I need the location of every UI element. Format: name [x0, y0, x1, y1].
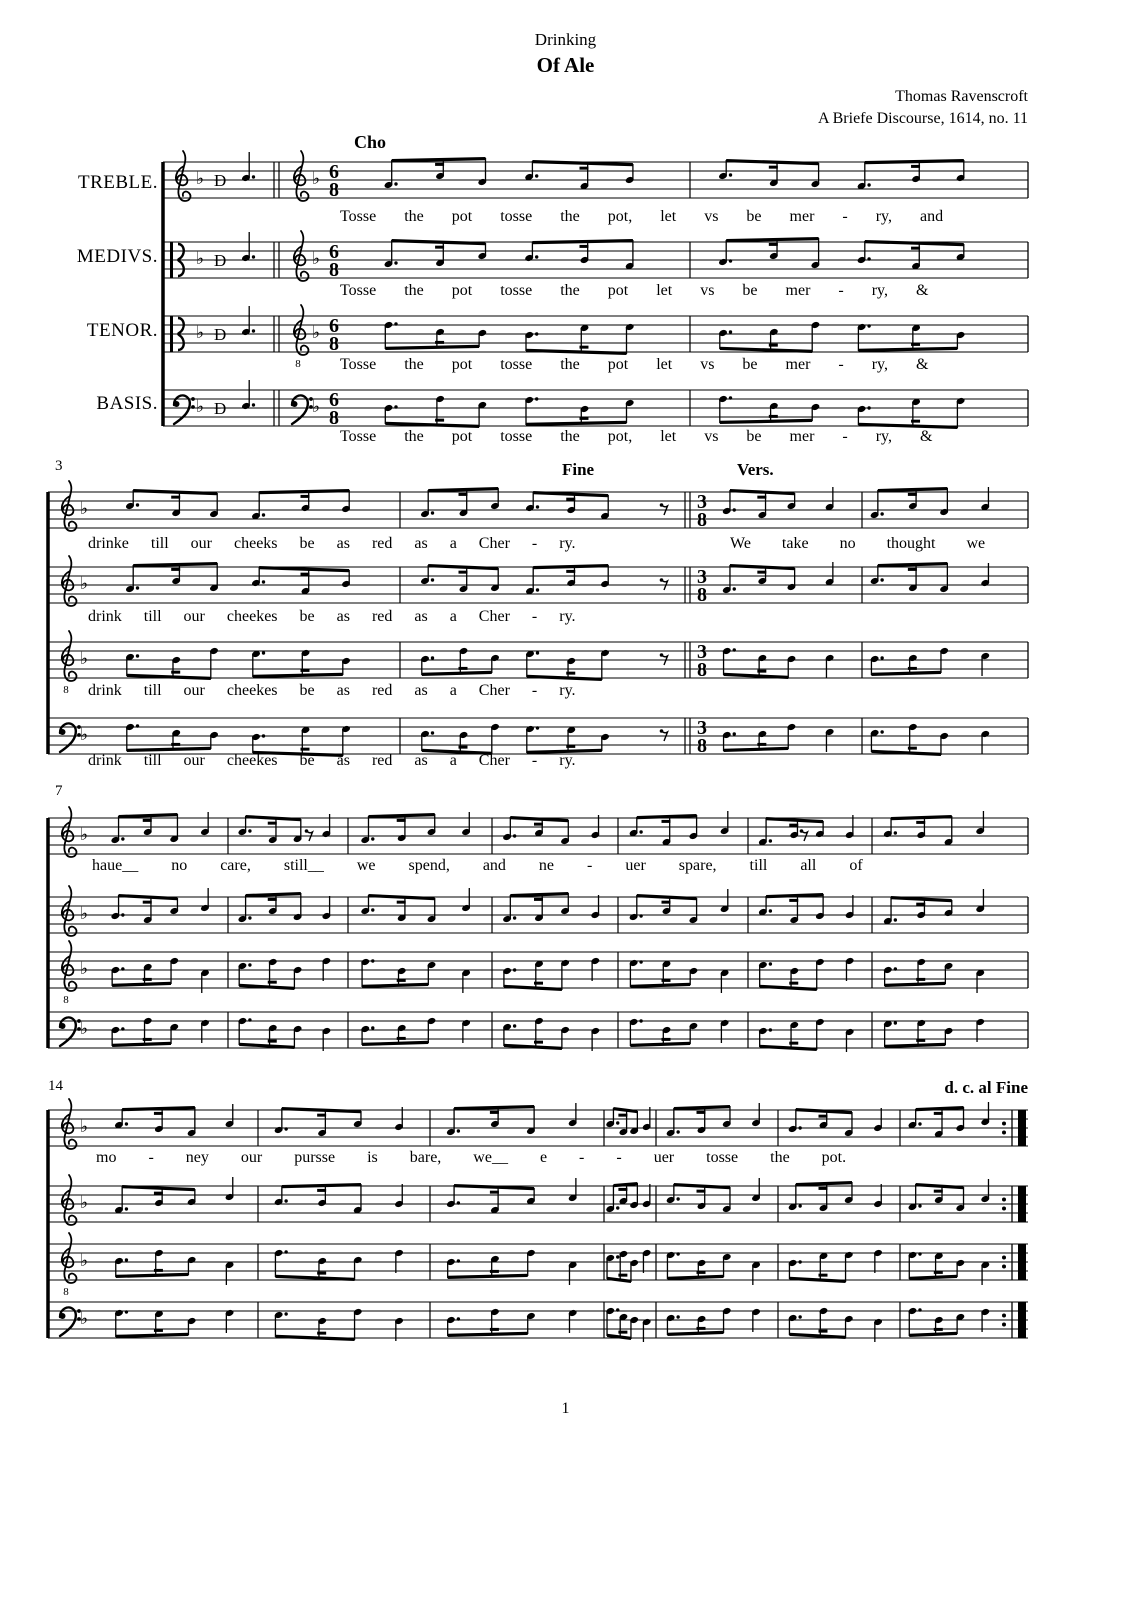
time-signature-denominator: 8 — [697, 584, 707, 606]
g-clef-icon — [62, 1175, 77, 1225]
flat-sign: ♭ — [80, 825, 89, 844]
g-clef-icon — [62, 556, 77, 606]
octave-8-mark: 8 — [63, 684, 69, 696]
fine-marking: Fine — [562, 460, 595, 479]
verse-marking: Vers. — [737, 460, 774, 479]
voice-label-bass: BASIS. — [96, 393, 158, 414]
f-clef-icon — [292, 395, 313, 424]
lyric-line-treble-1: Tosse the pot tosse the pot, let vs be mer - ry, and — [340, 208, 944, 225]
g-clef-icon — [62, 631, 77, 681]
lyric-line-bass-1: Tosse the pot tosse the pot, let vs be mer - ry, & — [340, 428, 933, 445]
incipit-flat-sign: ♭ — [196, 249, 205, 268]
lyric-line-treble-2: drinke till our cheeks be as red as a Cher - ry. — [88, 535, 576, 552]
lyric-line-medius-1: Tosse the pot tosse the pot let vs be mer - ry, & — [340, 282, 929, 299]
voice-label-treble: TREBLE. — [77, 172, 158, 193]
time-signature-numerator: 3 — [697, 717, 707, 739]
incipit-g-clef-icon — [176, 151, 191, 201]
lyric-line-tenor-1: Tosse the pot tosse the pot let vs be mer - ry, & — [340, 356, 929, 373]
f-clef-icon — [60, 723, 81, 752]
time-signature-numerator: 3 — [697, 491, 707, 513]
g-clef-icon — [294, 305, 309, 355]
f-clef-icon — [174, 395, 195, 424]
da-capo-marking: d. c. al Fine — [944, 1078, 1028, 1097]
octave-8-mark: 8 — [63, 994, 69, 1006]
incipit-flat-sign: ♭ — [196, 169, 205, 188]
time-signature-numerator: 6 — [329, 315, 339, 337]
source-citation: A Briefe Discourse, 1614, no. 11 — [817, 110, 1028, 127]
time-signature-numerator: 6 — [329, 241, 339, 263]
flat-sign: ♭ — [80, 1117, 89, 1136]
flat-sign: ♭ — [80, 1019, 89, 1038]
flat-sign: ♭ — [312, 169, 321, 188]
lyric-line-verse: We take no thought we — [730, 535, 986, 552]
measure-number-7: 7 — [55, 783, 63, 799]
time-signature-denominator: 8 — [697, 735, 707, 757]
octave-8-mark: 8 — [63, 1286, 69, 1298]
flat-sign: ♭ — [312, 249, 321, 268]
f-clef-icon — [60, 1017, 81, 1046]
flat-sign: ♭ — [80, 725, 89, 744]
g-clef-icon — [62, 1233, 77, 1283]
flat-sign: ♭ — [312, 323, 321, 342]
flat-sign: ♭ — [80, 574, 89, 593]
flat-sign: ♭ — [80, 499, 89, 518]
lyric-line-bass-2: drink till our cheekes be as red as a Cher - ry. — [88, 752, 576, 769]
incipit-flat-sign: ♭ — [196, 323, 205, 342]
chorus-marking: Cho — [354, 132, 387, 152]
voice-label-tenor: TENOR. — [86, 320, 158, 341]
lyric-line-treble-3: haue__ no care, still__ we spend, and ne - uer spare, till all of — [92, 857, 863, 874]
incipit-flat-sign: ♭ — [196, 397, 205, 416]
time-signature-numerator: 3 — [697, 566, 707, 588]
flat-sign: ♭ — [80, 649, 89, 668]
time-signature-numerator: 3 — [697, 641, 707, 663]
lyric-line-tenor-2: drink till our cheekes be as red as a Cher - ry. — [88, 682, 576, 699]
mensuration-sign: Ð — [214, 251, 227, 270]
g-clef-icon — [62, 481, 77, 531]
mensuration-sign: Ð — [214, 399, 227, 418]
mensuration-sign: Ð — [214, 325, 227, 344]
time-signature-denominator: 8 — [697, 659, 707, 681]
time-signature-numerator: 6 — [329, 389, 339, 411]
page-number: 1 — [561, 1400, 570, 1417]
f-clef-icon — [60, 1307, 81, 1336]
g-clef-icon — [62, 886, 77, 936]
time-signature-denominator: 8 — [329, 259, 339, 281]
g-clef-icon — [62, 1099, 77, 1149]
g-clef-icon — [294, 151, 309, 201]
mensuration-sign: Ð — [214, 171, 227, 190]
time-signature-denominator: 8 — [329, 179, 339, 201]
voice-label-medius: MEDIVS. — [76, 246, 158, 267]
g-clef-icon — [294, 231, 309, 281]
flat-sign: ♭ — [312, 397, 321, 416]
flat-sign: ♭ — [80, 1309, 89, 1328]
time-signature-denominator: 8 — [329, 407, 339, 429]
octave-8-mark: 8 — [295, 358, 301, 370]
g-clef-icon — [62, 941, 77, 991]
time-signature-denominator: 8 — [697, 509, 707, 531]
composer-name: Thomas Ravenscroft — [895, 88, 1028, 105]
flat-sign: ♭ — [80, 904, 89, 923]
measure-number-14: 14 — [48, 1078, 63, 1094]
page-title: Of Ale — [536, 53, 595, 77]
g-clef-icon — [62, 807, 77, 857]
series-title: Drinking — [534, 30, 597, 49]
flat-sign: ♭ — [80, 1251, 89, 1270]
time-signature-denominator: 8 — [329, 333, 339, 355]
flat-sign: ♭ — [80, 1193, 89, 1212]
measure-number-3: 3 — [55, 458, 63, 474]
lyric-line-medius-2: drink till our cheekes be as red as a Cher - ry. — [88, 608, 576, 625]
time-signature-numerator: 6 — [329, 161, 339, 183]
lyric-line-treble-4: mo - ney our pursse is bare, we__ e - - uer tosse the pot. — [96, 1149, 847, 1166]
flat-sign: ♭ — [80, 959, 89, 978]
